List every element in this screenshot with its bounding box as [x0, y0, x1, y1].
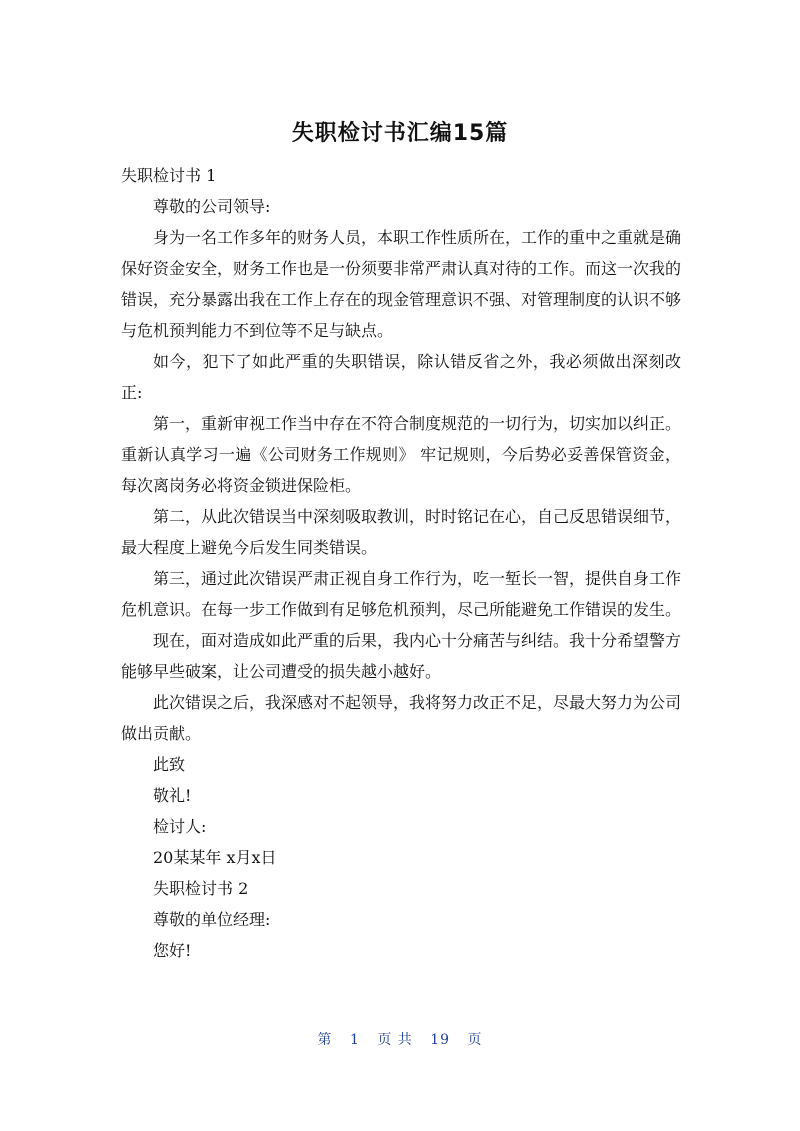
paragraph: 检讨人:	[153, 817, 207, 836]
paragraph: 敬礼!	[153, 786, 192, 805]
footer-prefix: 第	[317, 1032, 333, 1048]
paragraph: 第一，重新审视工作当中存在不符合制度规范的一切行为，切实加以纠正。重新认真学习一遍《公司财务工作规则》 牢记规则，今后势必妥善保管资金，每次离岗务必将资金锁进保险柜。	[121, 414, 682, 495]
paragraph: 此致	[153, 755, 186, 774]
footer-page-number: 1	[349, 1032, 360, 1048]
footer-middle: 页 共	[377, 1032, 413, 1048]
paragraph: 身为一名工作多年的财务人员，本职工作性质所在，工作的重中之重就是确保好资金安全，财务工作也是一份须要非常严肃认真对待的工作。而这一次我的错误，充分暴露出我在工作上存在的现金管理意识不强、对管理制度的认识不够与危机预判能力不到位等不足与缺点。	[121, 228, 682, 340]
paragraph: 20某某年 x月x日	[153, 848, 277, 867]
paragraph: 现在，面对造成如此严重的后果，我内心十分痛苦与纠结。我十分希望警方能够早些破案，让公司遭受的损失越小越好。	[121, 631, 682, 681]
paragraph: 第二，从此次错误当中深刻吸取教训，时时铭记在心，自己反思错误细节，最大程度上避免今后发生同类错误。	[121, 507, 682, 557]
footer-suffix: 页	[467, 1032, 483, 1048]
paragraph: 尊敬的公司领导:	[153, 197, 271, 216]
page-footer	[0, 1030, 800, 1050]
document-title: 失职检讨书汇编15篇	[291, 121, 509, 146]
paragraph: 您好!	[153, 941, 192, 960]
document-body	[121, 160, 681, 966]
paragraph: 如今，犯下了如此严重的失职错误，除认错反省之外，我必须做出深刻改正:	[121, 352, 681, 402]
paragraph: 此次错误之后，我深感对不起领导，我将努力改正不足，尽最大努力为公司做出贡献。	[121, 693, 682, 743]
paragraph: 尊敬的单位经理:	[153, 910, 271, 929]
footer-total-pages: 19	[430, 1032, 451, 1048]
paragraph: 失职检讨书 2	[153, 879, 249, 898]
paragraph: 第三，通过此次错误严肃正视自身工作行为，吃一堑长一智，提供自身工作危机意识。在每一步工作做到有足够危机预判，尽己所能避免工作错误的发生。	[121, 569, 682, 619]
paragraph: 失职检讨书 1	[121, 166, 217, 185]
